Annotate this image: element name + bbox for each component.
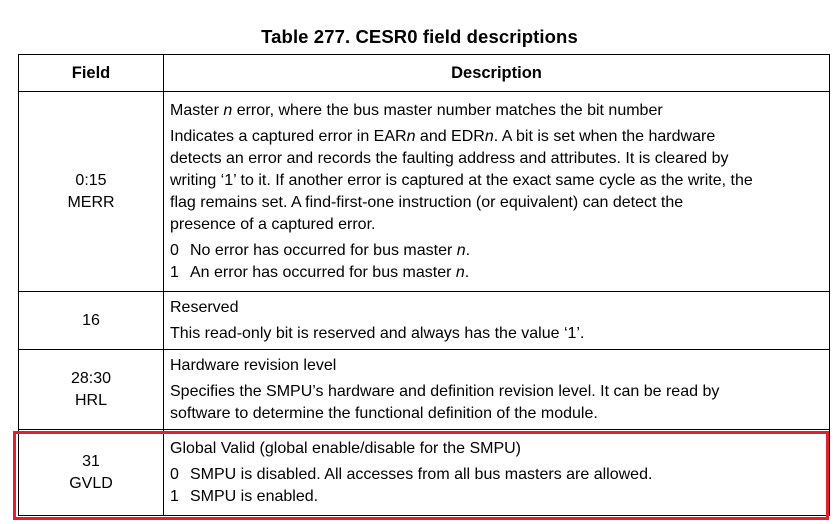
paragraph-line: flag remains set. A find-first-one instruction (or equivalent) can detect the [170,193,684,211]
table-row [19,92,830,292]
value-text: No error has occurred for bus master n. [190,241,471,259]
table-row [19,430,830,516]
header-row [19,55,830,92]
value-key: 1 [170,487,179,505]
value-text: SMPU is enabled. [190,487,319,505]
field-cell [19,350,164,430]
field-summary: Master n error, where the bus master number matches the bit number [170,101,663,119]
value-text: SMPU is disabled. All accesses from all bus masters are allowed. [190,465,653,483]
field-summary: Hardware revision level [170,356,337,374]
field-bits: 0:15 [75,171,107,189]
field-bits: 31 [82,452,100,470]
field-cell [19,430,164,516]
value-entry [170,464,823,486]
field-name: GVLD [69,474,113,492]
field-summary: Reserved [170,298,239,316]
table-title: Table 277. CESR0 field descriptions [261,26,578,47]
paragraph-line: detects an error and records the faulting address and attributes. It is cleared by [170,149,729,167]
table-row [19,350,830,430]
value-text: An error has occurred for bus master n. [190,263,470,281]
value-key: 0 [170,241,179,259]
value-key: 0 [170,465,179,483]
value-entry [170,240,823,262]
description-cell [164,92,830,292]
description-cell [164,350,830,430]
field-name: HRL [74,391,107,409]
paragraph-line: writing ‘1’ to it. If another error is captured at the exact same cycle as the write, the [170,171,753,189]
value-entry [170,486,823,508]
header-description: Description [164,55,830,92]
value-entry [170,262,823,284]
clipped-previous-text [0,0,839,6]
paragraph-line: presence of a captured error. [170,215,376,233]
paragraph-line: software to determine the functional definition of the module. [170,404,598,422]
header-field: Field [19,55,164,92]
paragraph-line: Specifies the SMPU’s hardware and definition revision level. It can be read by [170,382,720,400]
field-bits: 16 [82,311,100,329]
field-name: MERR [67,193,115,211]
field-cell [19,92,164,292]
table-row [19,292,830,350]
field-cell [19,292,164,350]
value-key: 1 [170,263,179,281]
description-cell [164,430,830,516]
paragraph-line: This read-only bit is reserved and always has the value ‘1’. [170,324,585,342]
field-description-table [18,54,830,516]
paragraph-line: Indicates a captured error in EARn and EDRn. A bit is set when the hardware [170,127,716,145]
field-summary: Global Valid (global enable/disable for the SMPU) [170,439,522,457]
description-cell [164,292,830,350]
field-bits: 28:30 [70,369,112,387]
